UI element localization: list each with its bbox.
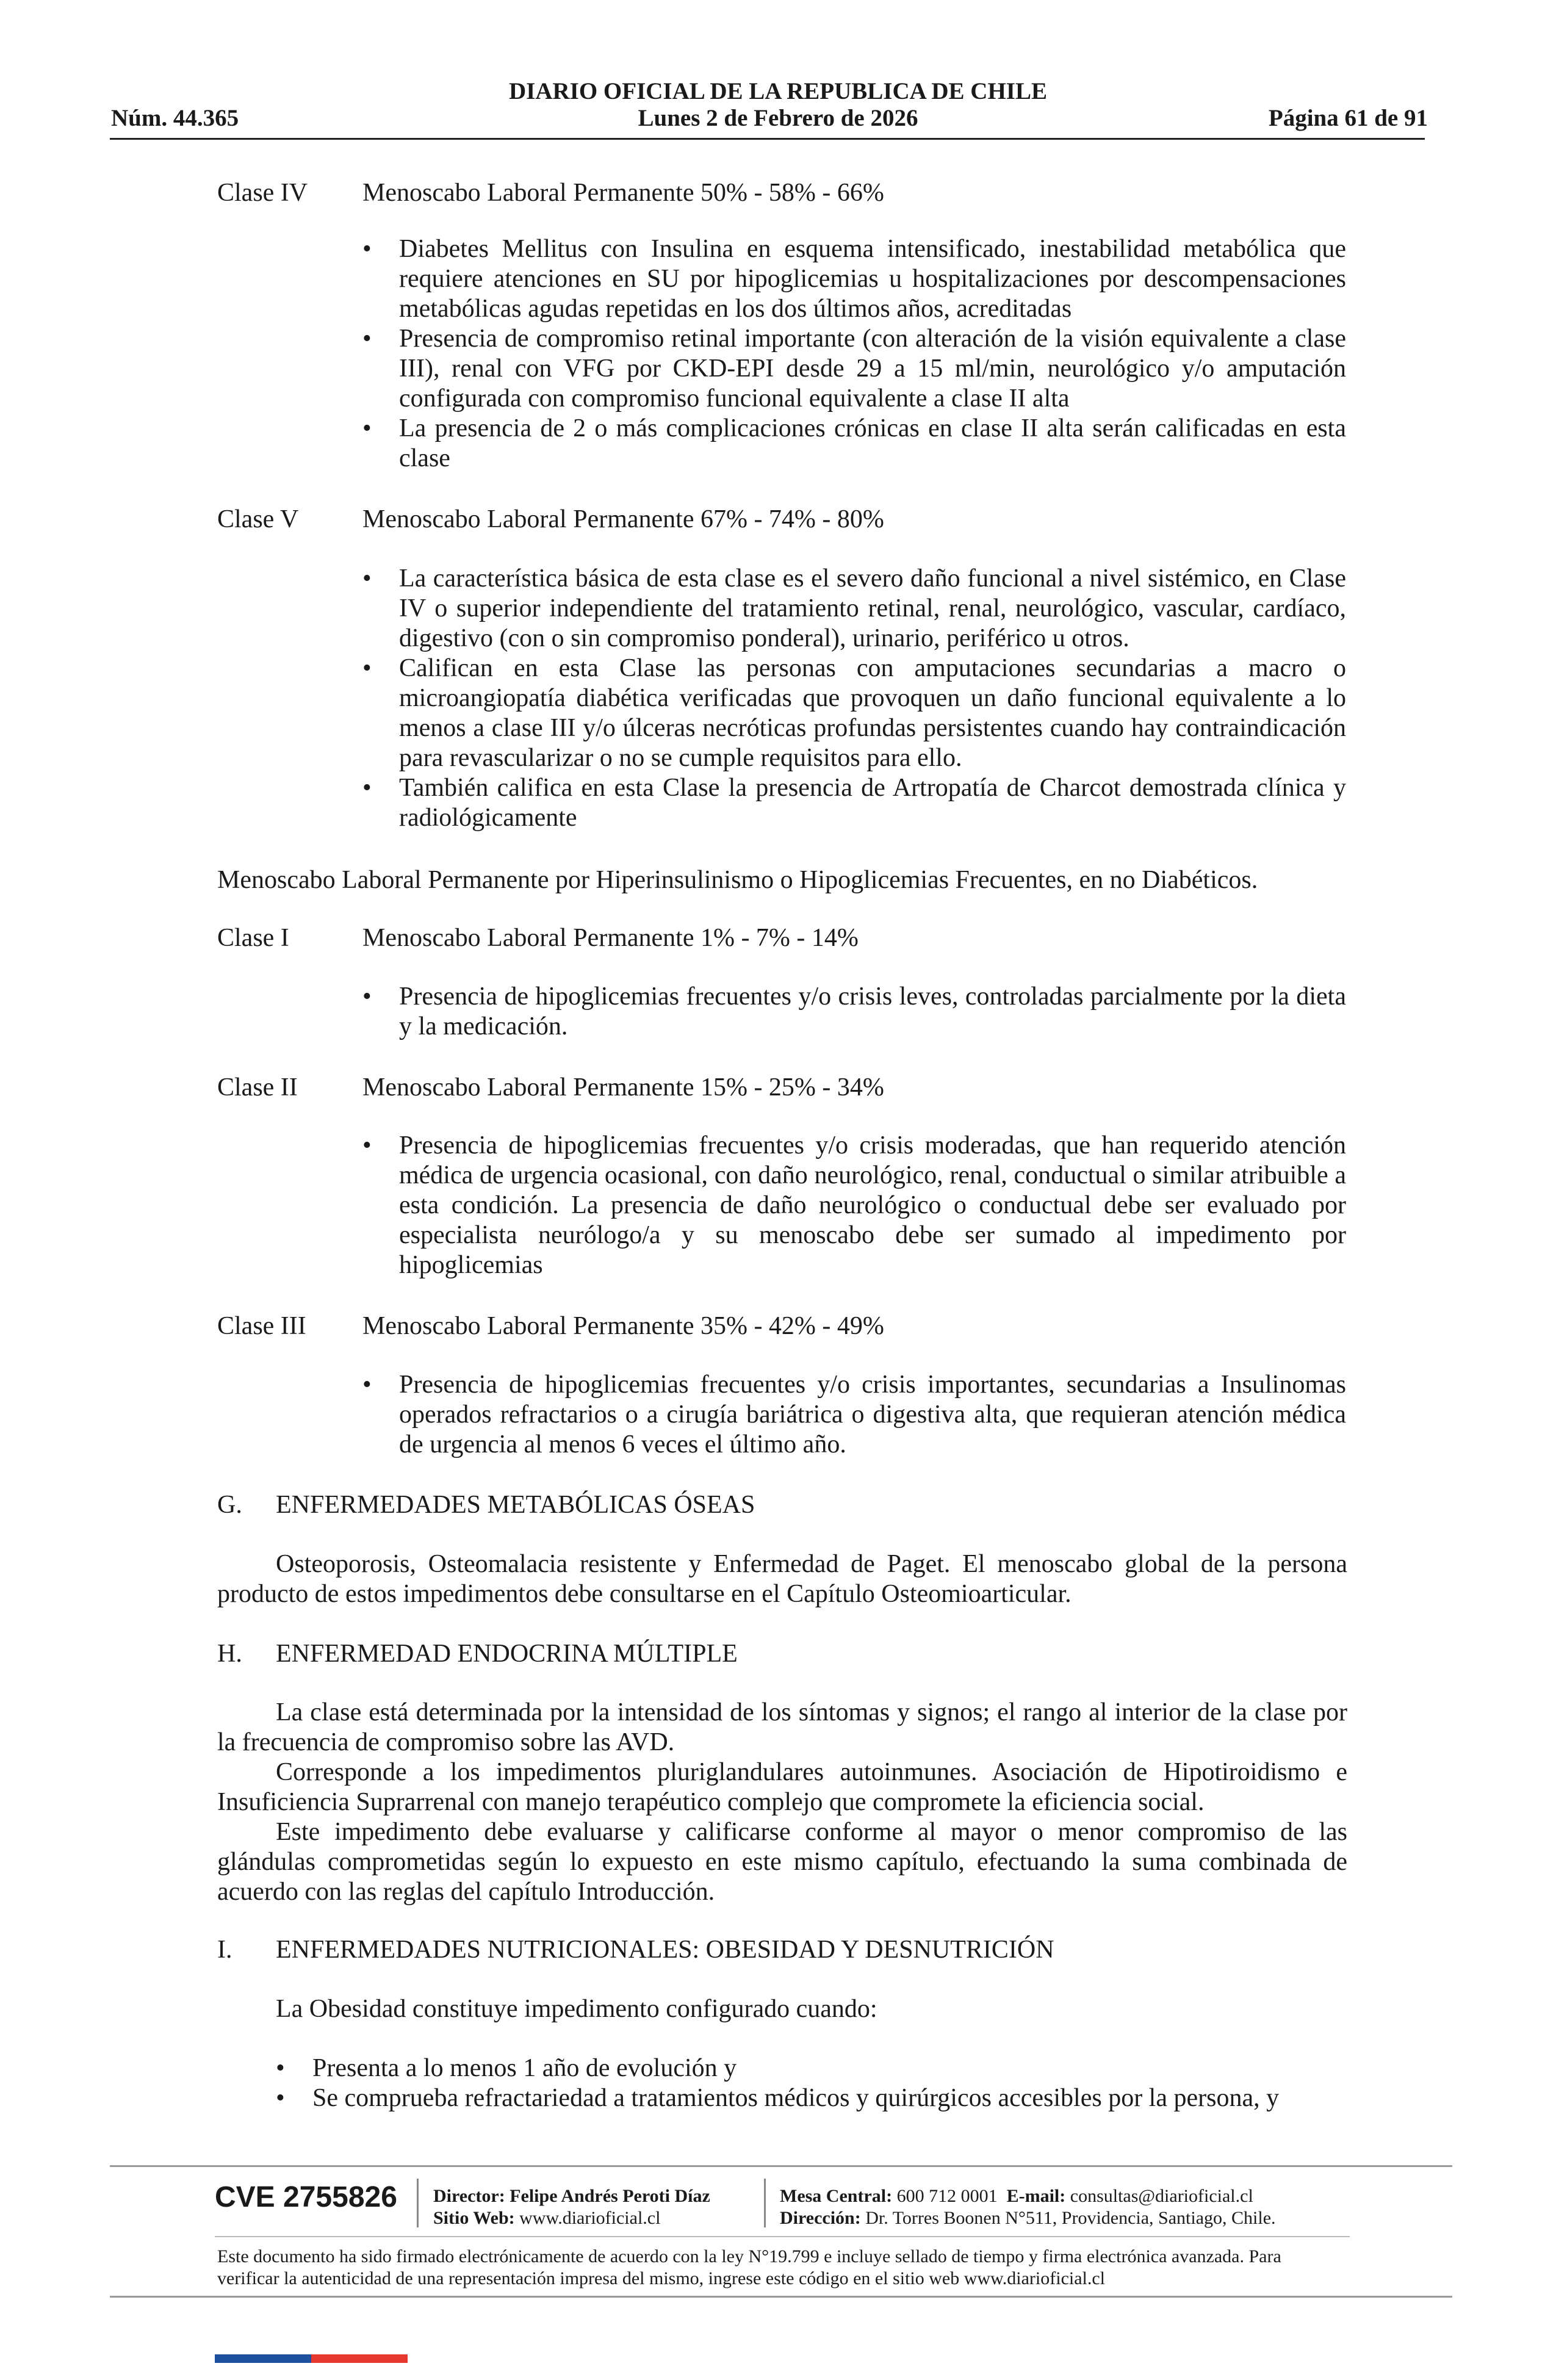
footer-rule-mid	[215, 2236, 1350, 2237]
flag-bar-red	[311, 2354, 408, 2363]
section-i-intro: La Obesidad constituye impedimento configurado cuando:	[276, 1995, 877, 2023]
clase-iv-label: Clase IV	[217, 179, 308, 207]
section-g-letter: G.	[217, 1491, 242, 1519]
hipo-clase-ii-label: Clase II	[217, 1073, 298, 1102]
director-name: Felipe Andrés Peroti Díaz	[510, 2186, 710, 2206]
section-h-letter: H.	[217, 1640, 242, 1668]
paragraph: Corresponde a los impedimentos pluriglandulares autoinmunes. Asociación de Hipotiroidismo e Insuficiencia Suprarrenal con manejo terapéutico complejo que compromete la eficiencia social.	[217, 1758, 1347, 1816]
footer-contact	[780, 2185, 1253, 2208]
clase-v-title: Menoscabo Laboral Permanente 67% - 74% - 80%	[362, 505, 884, 533]
email-link[interactable]: consultas@diarioficial.cl	[1070, 2186, 1253, 2206]
list-item: • Presenta a lo menos 1 año de evolución y	[276, 2054, 1350, 2083]
list-item: • Presencia de compromiso retinal importante (con alteración de la visión equivalente a clase III), renal con VFG por CKD-EPI desde 29 a 15 ml/min, neurológico y/o amputación configurada con compromiso funcional equivalente a clase II alta	[362, 324, 1346, 414]
flag-bar-blue	[215, 2354, 311, 2363]
section-g-body	[217, 1549, 1347, 1609]
hipoglicemia-heading: Menoscabo Laboral Permanente por Hiperinsulinismo o Hipoglicemias Frecuentes, en no Diabéticos.	[217, 866, 1258, 894]
section-i-letter: I.	[217, 1936, 232, 1964]
list-item: • La presencia de 2 o más complicaciones crónicas en clase II alta serán calificadas en esta clase	[362, 414, 1346, 474]
footer-director	[433, 2185, 710, 2208]
footer-website	[433, 2207, 660, 2230]
footer-rule-bottom	[110, 2296, 1452, 2298]
clase-iv-list	[362, 234, 1346, 474]
hipo-clase-i-list	[362, 982, 1346, 1042]
website-link[interactable]: www.diarioficial.cl	[519, 2208, 661, 2228]
section-h-body	[217, 1698, 1347, 1907]
list-item: • Presencia de hipoglicemias frecuentes y/o crisis moderadas, que han requerido atención médica de urgencia ocasional, con daño neurológico, renal, conductual o similar atribuible a esta condición. La presencia de daño neurológico o conductual debe ser evaluado por especialista neurólogo/a y su menoscabo debe ser sumado al impedimento por hipoglicemias	[362, 1131, 1346, 1280]
list-item: • Presencia de hipoglicemias frecuentes y/o crisis leves, controladas parcialmente por la dieta y la medicación.	[362, 982, 1346, 1042]
address-label: Dirección:	[780, 2208, 861, 2228]
list-item: • Califican en esta Clase las personas con amputaciones secundarias a macro o microangiopatía diabética verificadas que provoquen un daño funcional equivalente a lo menos a clase III y/o úlceras necróticas profundas persistentes cuando hay contraindicación para revascularizar o no se cumple requisitos para ello.	[362, 654, 1346, 773]
cve-code: CVE 2755826	[215, 2181, 397, 2213]
section-g-title: ENFERMEDADES METABÓLICAS ÓSEAS	[276, 1491, 755, 1519]
email-label: E-mail:	[1006, 2186, 1066, 2206]
hipo-clase-iii-label: Clase III	[217, 1312, 306, 1340]
section-i-list	[276, 2054, 1350, 2113]
hipo-clase-iii-title: Menoscabo Laboral Permanente 35% - 42% - 49%	[362, 1312, 884, 1340]
mesa-phone: 600 712 0001	[896, 2186, 998, 2206]
footer-separator	[417, 2179, 419, 2227]
page-number: Página 61 de 91	[1268, 105, 1428, 131]
hipo-clase-i-title: Menoscabo Laboral Permanente 1% - 7% - 14%	[362, 924, 859, 952]
footer-rule-top	[110, 2165, 1452, 2167]
paragraph: La clase está determinada por la intensidad de los síntomas y signos; el rango al interior de la clase por la frecuencia de compromiso sobre las AVD.	[217, 1698, 1347, 1756]
hipo-clase-i-label: Clase I	[217, 924, 289, 952]
paragraph: Este impedimento debe evaluarse y calificarse conforme al mayor o menor compromiso de las glándulas comprometidas según lo expuesto en este mismo capítulo, efectuando la suma combinada de acuerdo con las reglas del capítulo Introducción.	[217, 1818, 1347, 1906]
list-item: • También califica en esta Clase la presencia de Artropatía de Charcot demostrada clínica y radiológicamente	[362, 773, 1346, 833]
section-h-title: ENFERMEDAD ENDOCRINA MÚLTIPLE	[276, 1640, 738, 1668]
hipo-clase-ii-title: Menoscabo Laboral Permanente 15% - 25% - 34%	[362, 1073, 884, 1102]
list-item: • Diabetes Mellitus con Insulina en esquema intensificado, inestabilidad metabólica que requiere atenciones en SU por hipoglicemias u hospitalizaciones por descompensaciones metabólicas agudas repetidas en los dos últimos años, acreditadas	[362, 234, 1346, 324]
director-label: Director:	[433, 2186, 505, 2206]
publication-title: DIARIO OFICIAL DE LA REPUBLICA DE CHILE	[508, 78, 1047, 104]
list-item: • La característica básica de esta clase es el severo daño funcional a nivel sistémico, en Clase IV o superior independiente del tratamiento retinal, renal, neurológico, vascular, cardíaco, digestivo (con o sin compromiso ponderal), urinario, periférico u otros.	[362, 564, 1346, 654]
section-i-title: ENFERMEDADES NUTRICIONALES: OBESIDAD Y DESNUTRICIÓN	[276, 1936, 1054, 1964]
clase-v-label: Clase V	[217, 505, 299, 533]
paragraph: Osteoporosis, Osteomalacia resistente y Enfermedad de Paget. El menoscabo global de la persona producto de estos impedimentos debe consultarse en el Capítulo Osteomioarticular.	[217, 1550, 1347, 1608]
list-item: • Presencia de hipoglicemias frecuentes y/o crisis importantes, secundarias a Insulinomas operados refractarios o a cirugía bariátrica o digestiva alta, que requieran atención médica de urgencia al menos 6 veces el último año.	[362, 1370, 1346, 1460]
legal-notice: Este documento ha sido firmado electrónicamente de acuerdo con la ley N°19.799 e incluye sellado de tiempo y firma electrónica avanzada. Para verificar la autenticidad de una representación impresa del mismo, ingrese este código en el sitio web www.diarioficial.cl	[217, 2246, 1281, 2288]
hipo-clase-iii-list	[362, 1370, 1346, 1460]
clase-iv-title: Menoscabo Laboral Permanente 50% - 58% - 66%	[362, 179, 884, 207]
hipo-clase-ii-list	[362, 1131, 1346, 1280]
clase-v-list	[362, 564, 1346, 833]
mesa-label: Mesa Central:	[780, 2186, 893, 2206]
address-text: Dr. Torres Boonen N°511, Providencia, Santiago, Chile.	[865, 2208, 1276, 2228]
publication-date: Lunes 2 de Febrero de 2026	[638, 105, 918, 131]
header-rule	[110, 138, 1425, 140]
footer-address	[780, 2207, 1276, 2230]
website-label: Sitio Web:	[433, 2208, 515, 2228]
issue-number: Núm. 44.365	[111, 105, 239, 131]
footer-separator	[764, 2179, 766, 2227]
list-item: • Se comprueba refractariedad a tratamientos médicos y quirúrgicos accesibles por la persona, y	[276, 2083, 1350, 2113]
